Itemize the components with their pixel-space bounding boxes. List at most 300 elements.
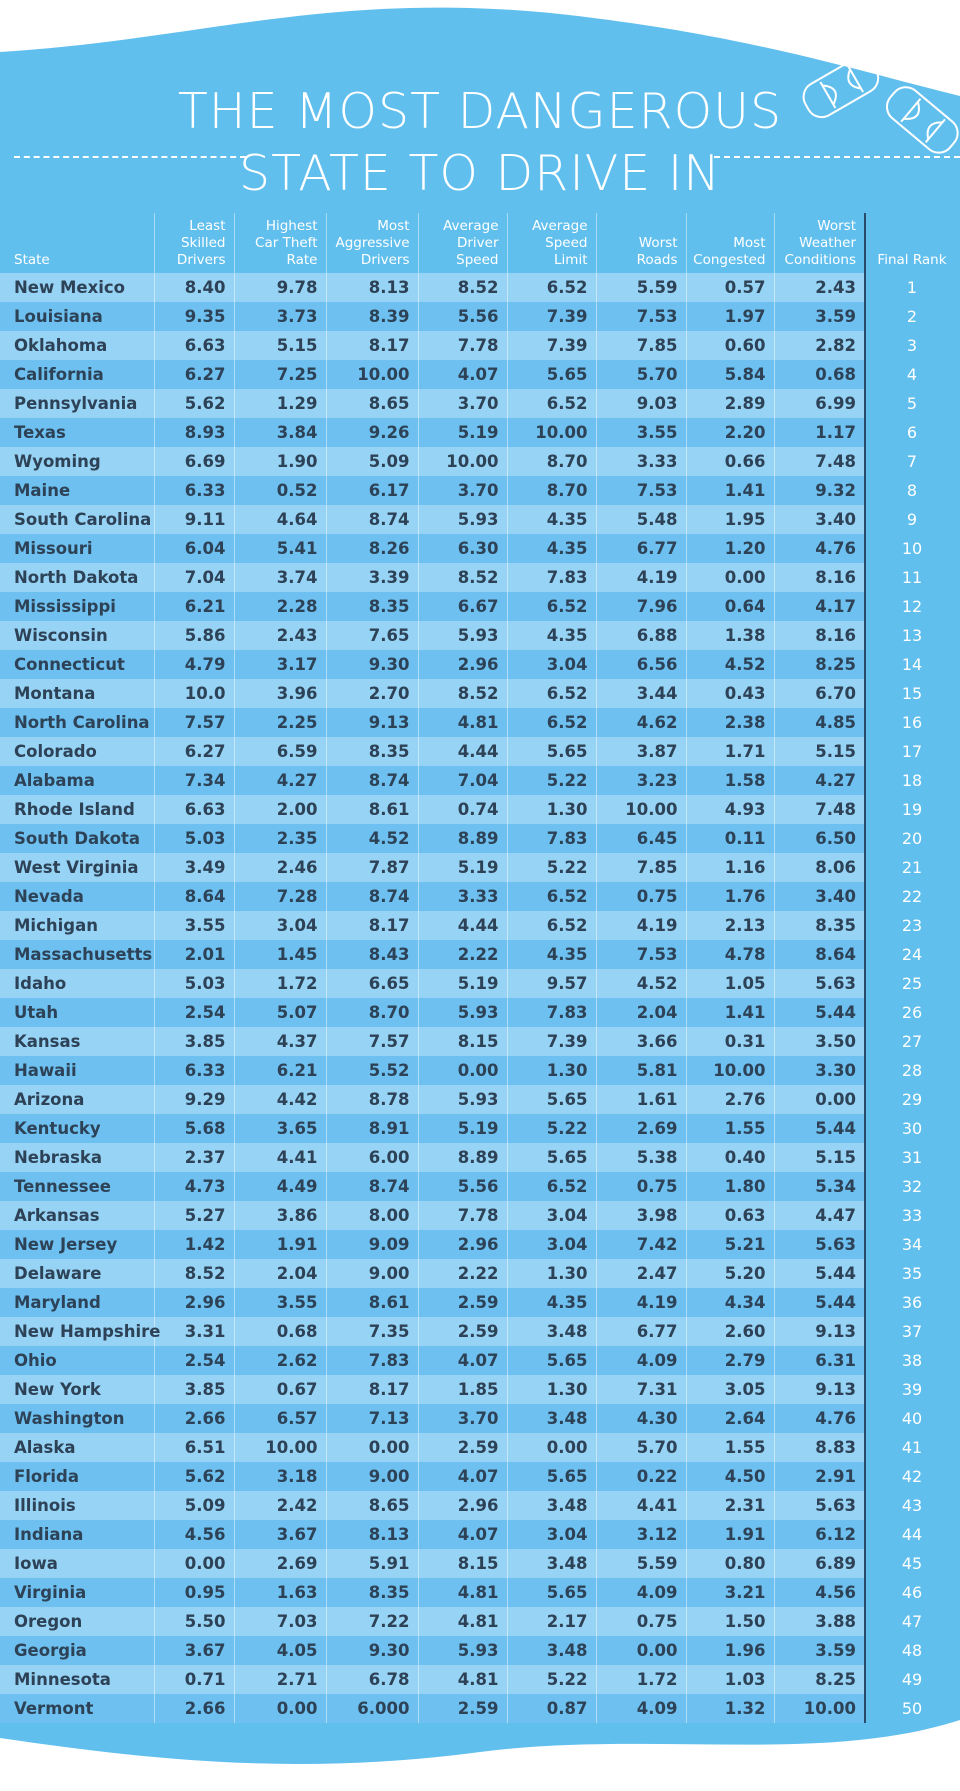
cell-state: Delaware xyxy=(0,1259,154,1288)
cell-congested: 0.40 xyxy=(686,1143,774,1172)
cell-aggressive: 8.61 xyxy=(326,795,418,824)
cell-driver-speed: 3.70 xyxy=(418,476,507,505)
table-row xyxy=(0,795,960,824)
cell-aggressive: 8.65 xyxy=(326,1491,418,1520)
column-header-car-theft: Highest Car Theft Rate xyxy=(234,213,326,273)
cell-least-skilled: 7.04 xyxy=(154,563,234,592)
column-header-driver-speed: Average Driver Speed xyxy=(418,213,507,273)
cell-car-theft: 4.49 xyxy=(234,1172,326,1201)
column-header-worst-roads: Worst Roads xyxy=(596,213,686,273)
cell-worst-roads: 5.81 xyxy=(596,1056,686,1085)
cell-weather: 8.64 xyxy=(774,940,865,969)
cell-speed-limit: 5.22 xyxy=(507,853,596,882)
cell-worst-roads: 3.55 xyxy=(596,418,686,447)
cell-car-theft: 2.04 xyxy=(234,1259,326,1288)
cell-aggressive: 8.26 xyxy=(326,534,418,563)
cell-driver-speed: 8.89 xyxy=(418,1143,507,1172)
cell-state: Maryland xyxy=(0,1288,154,1317)
cell-rank: 45 xyxy=(865,1549,960,1578)
cell-state: Idaho xyxy=(0,969,154,998)
cell-least-skilled: 2.66 xyxy=(154,1694,234,1723)
cell-congested: 5.21 xyxy=(686,1230,774,1259)
table-row xyxy=(0,505,960,534)
cell-least-skilled: 6.63 xyxy=(154,795,234,824)
cell-state: North Dakota xyxy=(0,563,154,592)
cell-weather: 5.63 xyxy=(774,969,865,998)
table-row xyxy=(0,418,960,447)
cell-state: Hawaii xyxy=(0,1056,154,1085)
table-row xyxy=(0,998,960,1027)
cell-congested: 4.34 xyxy=(686,1288,774,1317)
cell-state: Iowa xyxy=(0,1549,154,1578)
cell-speed-limit: 1.30 xyxy=(507,1375,596,1404)
column-header-aggressive: Most Aggressive Drivers xyxy=(326,213,418,273)
cell-weather: 6.31 xyxy=(774,1346,865,1375)
cell-congested: 2.20 xyxy=(686,418,774,447)
cell-aggressive: 0.00 xyxy=(326,1433,418,1462)
table-row xyxy=(0,679,960,708)
cell-speed-limit: 5.22 xyxy=(507,766,596,795)
cell-least-skilled: 3.55 xyxy=(154,911,234,940)
cell-weather: 5.44 xyxy=(774,1288,865,1317)
cell-rank: 43 xyxy=(865,1491,960,1520)
cell-aggressive: 8.13 xyxy=(326,1520,418,1549)
cell-least-skilled: 7.57 xyxy=(154,708,234,737)
cell-rank: 32 xyxy=(865,1172,960,1201)
cell-worst-roads: 5.48 xyxy=(596,505,686,534)
cell-driver-speed: 2.59 xyxy=(418,1288,507,1317)
cell-driver-speed: 4.81 xyxy=(418,1578,507,1607)
cell-rank: 16 xyxy=(865,708,960,737)
cell-aggressive: 8.35 xyxy=(326,1578,418,1607)
cell-rank: 1 xyxy=(865,273,960,302)
cell-congested: 4.78 xyxy=(686,940,774,969)
table-row xyxy=(0,1520,960,1549)
cell-aggressive: 6.17 xyxy=(326,476,418,505)
cell-worst-roads: 3.66 xyxy=(596,1027,686,1056)
table-row xyxy=(0,1491,960,1520)
cell-speed-limit: 3.04 xyxy=(507,1520,596,1549)
cell-car-theft: 3.84 xyxy=(234,418,326,447)
cell-weather: 0.68 xyxy=(774,360,865,389)
cell-least-skilled: 6.63 xyxy=(154,331,234,360)
cell-rank: 42 xyxy=(865,1462,960,1491)
cell-rank: 27 xyxy=(865,1027,960,1056)
cell-driver-speed: 4.07 xyxy=(418,1520,507,1549)
table-header xyxy=(0,213,960,273)
cell-driver-speed: 8.89 xyxy=(418,824,507,853)
table-row xyxy=(0,592,960,621)
cell-speed-limit: 3.04 xyxy=(507,650,596,679)
cell-rank: 19 xyxy=(865,795,960,824)
cell-rank: 24 xyxy=(865,940,960,969)
page-title-line-1: THE MOST DANGEROUS xyxy=(177,83,783,140)
cell-congested: 0.60 xyxy=(686,331,774,360)
cell-weather: 7.48 xyxy=(774,447,865,476)
cell-driver-speed: 5.19 xyxy=(418,969,507,998)
column-header-state: State xyxy=(14,252,50,268)
cell-worst-roads: 7.53 xyxy=(596,940,686,969)
cell-speed-limit: 7.39 xyxy=(507,1027,596,1056)
cell-state: Minnesota xyxy=(0,1665,154,1694)
cell-driver-speed: 5.19 xyxy=(418,418,507,447)
cell-speed-limit: 9.57 xyxy=(507,969,596,998)
cell-least-skilled: 6.33 xyxy=(154,1056,234,1085)
cell-car-theft: 7.28 xyxy=(234,882,326,911)
table-row xyxy=(0,1085,960,1114)
cell-car-theft: 2.71 xyxy=(234,1665,326,1694)
cell-worst-roads: 5.70 xyxy=(596,360,686,389)
cell-least-skilled: 6.27 xyxy=(154,737,234,766)
cell-rank: 10 xyxy=(865,534,960,563)
cell-car-theft: 6.21 xyxy=(234,1056,326,1085)
cell-car-theft: 4.37 xyxy=(234,1027,326,1056)
cell-least-skilled: 2.54 xyxy=(154,1346,234,1375)
cell-least-skilled: 8.64 xyxy=(154,882,234,911)
cell-car-theft: 0.67 xyxy=(234,1375,326,1404)
cell-car-theft: 2.69 xyxy=(234,1549,326,1578)
cell-driver-speed: 1.85 xyxy=(418,1375,507,1404)
table-row xyxy=(0,1172,960,1201)
cell-car-theft: 6.59 xyxy=(234,737,326,766)
cell-least-skilled: 3.49 xyxy=(154,853,234,882)
cell-state: Arizona xyxy=(0,1085,154,1114)
table-row xyxy=(0,1462,960,1491)
cell-worst-roads: 6.45 xyxy=(596,824,686,853)
cell-aggressive: 8.39 xyxy=(326,302,418,331)
cell-congested: 1.55 xyxy=(686,1433,774,1462)
cell-driver-speed: 0.74 xyxy=(418,795,507,824)
cell-aggressive: 8.78 xyxy=(326,1085,418,1114)
cell-state: Ohio xyxy=(0,1346,154,1375)
cell-speed-limit: 1.30 xyxy=(507,1259,596,1288)
cell-car-theft: 2.42 xyxy=(234,1491,326,1520)
cell-worst-roads: 6.88 xyxy=(596,621,686,650)
cell-worst-roads: 6.77 xyxy=(596,534,686,563)
cell-driver-speed: 8.15 xyxy=(418,1549,507,1578)
cell-congested: 1.41 xyxy=(686,476,774,505)
cell-congested: 3.21 xyxy=(686,1578,774,1607)
cell-aggressive: 4.52 xyxy=(326,824,418,853)
cell-state: Texas xyxy=(0,418,154,447)
cell-speed-limit: 0.87 xyxy=(507,1694,596,1723)
cell-rank: 30 xyxy=(865,1114,960,1143)
cell-state: North Carolina xyxy=(0,708,154,737)
cell-weather: 9.13 xyxy=(774,1317,865,1346)
cell-congested: 1.96 xyxy=(686,1636,774,1665)
cell-weather: 5.44 xyxy=(774,998,865,1027)
cell-rank: 35 xyxy=(865,1259,960,1288)
cell-worst-roads: 2.69 xyxy=(596,1114,686,1143)
cell-rank: 50 xyxy=(865,1694,960,1723)
cell-rank: 7 xyxy=(865,447,960,476)
cell-least-skilled: 5.09 xyxy=(154,1491,234,1520)
cell-driver-speed: 7.78 xyxy=(418,1201,507,1230)
cell-weather: 8.35 xyxy=(774,911,865,940)
cell-driver-speed: 7.78 xyxy=(418,331,507,360)
cell-worst-roads: 7.85 xyxy=(596,331,686,360)
cell-weather: 4.85 xyxy=(774,708,865,737)
cell-state: Washington xyxy=(0,1404,154,1433)
cell-car-theft: 9.78 xyxy=(234,273,326,302)
cell-weather: 5.44 xyxy=(774,1114,865,1143)
cell-congested: 2.79 xyxy=(686,1346,774,1375)
cell-weather: 4.76 xyxy=(774,534,865,563)
cell-rank: 8 xyxy=(865,476,960,505)
cell-weather: 5.63 xyxy=(774,1491,865,1520)
table-row xyxy=(0,1056,960,1085)
cell-aggressive: 7.22 xyxy=(326,1607,418,1636)
cell-rank: 12 xyxy=(865,592,960,621)
cell-aggressive: 8.65 xyxy=(326,389,418,418)
cell-aggressive: 8.17 xyxy=(326,1375,418,1404)
cell-aggressive: 7.13 xyxy=(326,1404,418,1433)
cell-state: Utah xyxy=(0,998,154,1027)
cell-weather: 8.25 xyxy=(774,650,865,679)
cell-least-skilled: 9.35 xyxy=(154,302,234,331)
cell-driver-speed: 4.07 xyxy=(418,1346,507,1375)
cell-aggressive: 8.74 xyxy=(326,1172,418,1201)
table-row xyxy=(0,1259,960,1288)
cell-car-theft: 1.29 xyxy=(234,389,326,418)
cell-least-skilled: 3.85 xyxy=(154,1375,234,1404)
cell-congested: 1.71 xyxy=(686,737,774,766)
cell-speed-limit: 5.65 xyxy=(507,1085,596,1114)
cell-worst-roads: 3.33 xyxy=(596,447,686,476)
cell-worst-roads: 2.47 xyxy=(596,1259,686,1288)
cell-weather: 3.40 xyxy=(774,505,865,534)
cell-speed-limit: 3.48 xyxy=(507,1549,596,1578)
cell-car-theft: 0.68 xyxy=(234,1317,326,1346)
cell-congested: 0.43 xyxy=(686,679,774,708)
cell-congested: 5.20 xyxy=(686,1259,774,1288)
cell-driver-speed: 4.07 xyxy=(418,1462,507,1491)
cell-least-skilled: 10.0 xyxy=(154,679,234,708)
cell-car-theft: 1.91 xyxy=(234,1230,326,1259)
table-row xyxy=(0,302,960,331)
cell-speed-limit: 5.65 xyxy=(507,1462,596,1491)
cell-congested: 2.38 xyxy=(686,708,774,737)
table-row xyxy=(0,737,960,766)
cell-speed-limit: 0.00 xyxy=(507,1433,596,1462)
cell-state: New Jersey xyxy=(0,1230,154,1259)
cell-least-skilled: 9.29 xyxy=(154,1085,234,1114)
cell-weather: 8.83 xyxy=(774,1433,865,1462)
cell-least-skilled: 6.69 xyxy=(154,447,234,476)
cell-weather: 0.00 xyxy=(774,1085,865,1114)
cell-speed-limit: 6.52 xyxy=(507,273,596,302)
cell-aggressive: 9.00 xyxy=(326,1462,418,1491)
cell-weather: 6.12 xyxy=(774,1520,865,1549)
cell-rank: 15 xyxy=(865,679,960,708)
cell-driver-speed: 2.59 xyxy=(418,1694,507,1723)
cell-weather: 5.15 xyxy=(774,1143,865,1172)
cell-aggressive: 8.74 xyxy=(326,766,418,795)
cell-car-theft: 7.03 xyxy=(234,1607,326,1636)
cell-congested: 2.13 xyxy=(686,911,774,940)
cell-speed-limit: 3.04 xyxy=(507,1230,596,1259)
cell-driver-speed: 5.93 xyxy=(418,998,507,1027)
cell-aggressive: 8.70 xyxy=(326,998,418,1027)
cell-driver-speed: 8.15 xyxy=(418,1027,507,1056)
cell-weather: 7.48 xyxy=(774,795,865,824)
cell-aggressive: 9.26 xyxy=(326,418,418,447)
cell-state: Massachusetts xyxy=(0,940,154,969)
table-row xyxy=(0,911,960,940)
cell-weather: 4.56 xyxy=(774,1578,865,1607)
cell-congested: 0.64 xyxy=(686,592,774,621)
cell-worst-roads: 1.61 xyxy=(596,1085,686,1114)
cell-congested: 2.60 xyxy=(686,1317,774,1346)
cell-state: New York xyxy=(0,1375,154,1404)
cell-aggressive: 7.65 xyxy=(326,621,418,650)
cell-weather: 3.59 xyxy=(774,302,865,331)
cell-congested: 4.93 xyxy=(686,795,774,824)
cell-driver-speed: 4.44 xyxy=(418,737,507,766)
cell-congested: 1.20 xyxy=(686,534,774,563)
cell-aggressive: 6.00 xyxy=(326,1143,418,1172)
cell-weather: 4.76 xyxy=(774,1404,865,1433)
cell-speed-limit: 3.48 xyxy=(507,1404,596,1433)
cell-car-theft: 4.05 xyxy=(234,1636,326,1665)
cell-driver-speed: 3.70 xyxy=(418,389,507,418)
cell-driver-speed: 2.96 xyxy=(418,650,507,679)
cell-driver-speed: 8.52 xyxy=(418,679,507,708)
column-header-speed-limit: Average Speed Limit xyxy=(507,213,596,273)
cell-weather: 4.47 xyxy=(774,1201,865,1230)
cell-driver-speed: 2.59 xyxy=(418,1433,507,1462)
cell-worst-roads: 9.03 xyxy=(596,389,686,418)
cell-speed-limit: 5.65 xyxy=(507,737,596,766)
table-row xyxy=(0,1027,960,1056)
cell-car-theft: 4.41 xyxy=(234,1143,326,1172)
cell-worst-roads: 6.56 xyxy=(596,650,686,679)
cell-worst-roads: 0.22 xyxy=(596,1462,686,1491)
cell-aggressive: 6.65 xyxy=(326,969,418,998)
cell-weather: 10.00 xyxy=(774,1694,865,1723)
cell-state: Vermont xyxy=(0,1694,154,1723)
cell-congested: 0.80 xyxy=(686,1549,774,1578)
cell-aggressive: 3.39 xyxy=(326,563,418,592)
cell-aggressive: 7.87 xyxy=(326,853,418,882)
table-row xyxy=(0,940,960,969)
cell-worst-roads: 2.04 xyxy=(596,998,686,1027)
cell-car-theft: 2.46 xyxy=(234,853,326,882)
cell-congested: 1.55 xyxy=(686,1114,774,1143)
cell-congested: 5.84 xyxy=(686,360,774,389)
cell-speed-limit: 5.65 xyxy=(507,1578,596,1607)
cell-rank: 23 xyxy=(865,911,960,940)
cell-aggressive: 7.35 xyxy=(326,1317,418,1346)
cell-driver-speed: 2.96 xyxy=(418,1491,507,1520)
cell-aggressive: 5.09 xyxy=(326,447,418,476)
cell-speed-limit: 6.52 xyxy=(507,1172,596,1201)
cell-driver-speed: 4.81 xyxy=(418,1607,507,1636)
cell-aggressive: 8.35 xyxy=(326,737,418,766)
cell-worst-roads: 3.98 xyxy=(596,1201,686,1230)
cell-congested: 1.41 xyxy=(686,998,774,1027)
cell-car-theft: 1.63 xyxy=(234,1578,326,1607)
cell-congested: 1.97 xyxy=(686,302,774,331)
cell-rank: 25 xyxy=(865,969,960,998)
cell-driver-speed: 5.93 xyxy=(418,621,507,650)
cell-driver-speed: 2.59 xyxy=(418,1317,507,1346)
cell-car-theft: 1.72 xyxy=(234,969,326,998)
cell-least-skilled: 4.79 xyxy=(154,650,234,679)
cell-least-skilled: 4.56 xyxy=(154,1520,234,1549)
cell-rank: 2 xyxy=(865,302,960,331)
ranking-table xyxy=(0,213,960,1723)
cell-worst-roads: 5.70 xyxy=(596,1433,686,1462)
cell-speed-limit: 4.35 xyxy=(507,621,596,650)
cell-driver-speed: 4.44 xyxy=(418,911,507,940)
cell-speed-limit: 3.04 xyxy=(507,1201,596,1230)
cell-state: Kentucky xyxy=(0,1114,154,1143)
cell-speed-limit: 5.65 xyxy=(507,360,596,389)
cell-car-theft: 1.90 xyxy=(234,447,326,476)
cell-speed-limit: 3.48 xyxy=(507,1636,596,1665)
cell-speed-limit: 4.35 xyxy=(507,1288,596,1317)
table-row xyxy=(0,824,960,853)
cell-state: Michigan xyxy=(0,911,154,940)
cell-least-skilled: 0.00 xyxy=(154,1549,234,1578)
cell-congested: 1.32 xyxy=(686,1694,774,1723)
cell-aggressive: 9.00 xyxy=(326,1259,418,1288)
cell-speed-limit: 5.22 xyxy=(507,1114,596,1143)
cell-least-skilled: 2.96 xyxy=(154,1288,234,1317)
cell-aggressive: 9.13 xyxy=(326,708,418,737)
cell-worst-roads: 10.00 xyxy=(596,795,686,824)
cell-car-theft: 4.42 xyxy=(234,1085,326,1114)
cell-driver-speed: 4.81 xyxy=(418,1665,507,1694)
cell-driver-speed: 5.93 xyxy=(418,1636,507,1665)
table-row xyxy=(0,969,960,998)
cell-car-theft: 2.35 xyxy=(234,824,326,853)
cell-state: Rhode Island xyxy=(0,795,154,824)
cell-weather: 6.70 xyxy=(774,679,865,708)
cell-rank: 29 xyxy=(865,1085,960,1114)
cell-weather: 2.82 xyxy=(774,331,865,360)
cell-aggressive: 5.91 xyxy=(326,1549,418,1578)
cell-car-theft: 3.67 xyxy=(234,1520,326,1549)
cell-worst-roads: 4.30 xyxy=(596,1404,686,1433)
cell-car-theft: 6.57 xyxy=(234,1404,326,1433)
table-row xyxy=(0,650,960,679)
cell-worst-roads: 3.87 xyxy=(596,737,686,766)
cell-aggressive: 6.78 xyxy=(326,1665,418,1694)
cell-speed-limit: 5.22 xyxy=(507,1665,596,1694)
cell-aggressive: 8.17 xyxy=(326,911,418,940)
cell-least-skilled: 4.73 xyxy=(154,1172,234,1201)
cell-state: Colorado xyxy=(0,737,154,766)
cell-least-skilled: 5.03 xyxy=(154,969,234,998)
cell-rank: 11 xyxy=(865,563,960,592)
cell-state: Connecticut xyxy=(0,650,154,679)
cell-least-skilled: 5.50 xyxy=(154,1607,234,1636)
cell-car-theft: 5.07 xyxy=(234,998,326,1027)
table-row xyxy=(0,1665,960,1694)
cell-worst-roads: 0.75 xyxy=(596,882,686,911)
cell-rank: 46 xyxy=(865,1578,960,1607)
cell-worst-roads: 4.19 xyxy=(596,1288,686,1317)
cell-rank: 4 xyxy=(865,360,960,389)
cell-weather: 6.99 xyxy=(774,389,865,418)
cell-speed-limit: 4.35 xyxy=(507,940,596,969)
cell-weather: 8.25 xyxy=(774,1665,865,1694)
cell-least-skilled: 6.33 xyxy=(154,476,234,505)
cell-speed-limit: 6.52 xyxy=(507,389,596,418)
cell-state: Nebraska xyxy=(0,1143,154,1172)
